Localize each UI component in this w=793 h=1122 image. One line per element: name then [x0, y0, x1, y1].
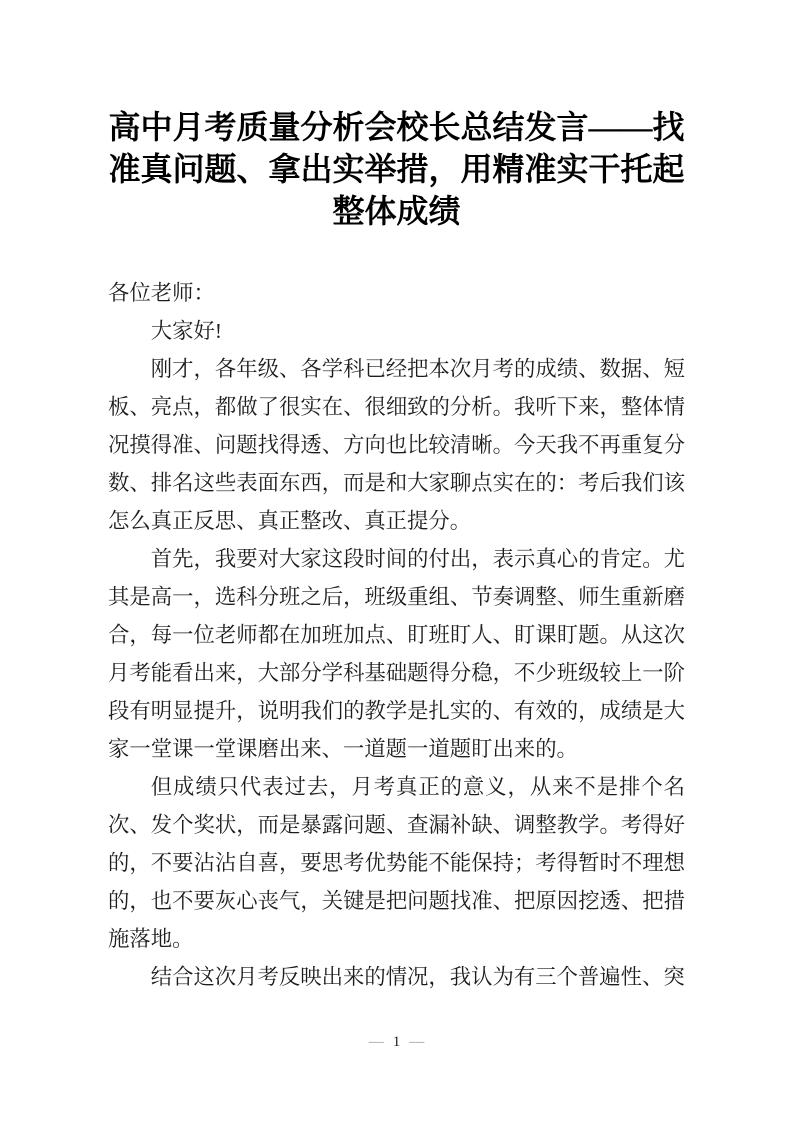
title-line-3: 整体成绩 [332, 193, 461, 229]
title-line-2: 准真问题、拿出实举措，用精准实干托起 [108, 151, 685, 187]
page-number: 1 [392, 1034, 401, 1050]
paragraph-issues-intro: 结合这次月考反映出来的情况，我认为有三个普遍性、突 [150, 965, 685, 989]
paragraph-affirmation: 首先，我要对大家这段时间的付出，表示真心的肯定。尤其是高一，选科分班之后，班级重组、节奏调整、师生重新磨合，每一位老师都在加班加点、盯班盯人、盯课盯题。从这次月考能看出来，大部分学科基础题得分稳，不少班级较上一阶段有明显提升，说明我们的教学是扎实的、有效的，成绩是大家一堂课一堂课磨出来、一道题一道题盯出来的。 [108, 547, 685, 761]
document-body [108, 274, 685, 996]
page-footer [0, 1033, 793, 1051]
paragraph-greeting: 大家好! [150, 319, 222, 343]
title-line-1: 高中月考质量分析会校长总结发言——找 [108, 109, 685, 145]
salutation: 各位老师： [108, 281, 215, 305]
footer-dash-left: — [368, 1034, 384, 1050]
document-title [108, 106, 685, 232]
paragraph-opening-review: 刚才，各年级、各学科已经把本次月考的成绩、数据、短板、亮点，都做了很实在、很细致的分析。我听下来，整体情况摸得准、问题找得透、方向也比较清晰。今天我不再重复分数、排名这些表面东西，而是和大家聊点实在的：考后我们该怎么真正反思、真正整改、真正提分。 [108, 357, 685, 533]
footer-dash-right: — [409, 1034, 425, 1050]
paragraph-exam-meaning: 但成绩只代表过去，月考真正的意义，从来不是排个名次、发个奖状，而是暴露问题、查漏补缺、调整教学。考得好的，不要沾沾自喜，要思考优势能不能保持；考得暂时不理想的，也不要灰心丧气，关键是把问题找准、把原因挖透、把措施落地。 [108, 775, 685, 951]
